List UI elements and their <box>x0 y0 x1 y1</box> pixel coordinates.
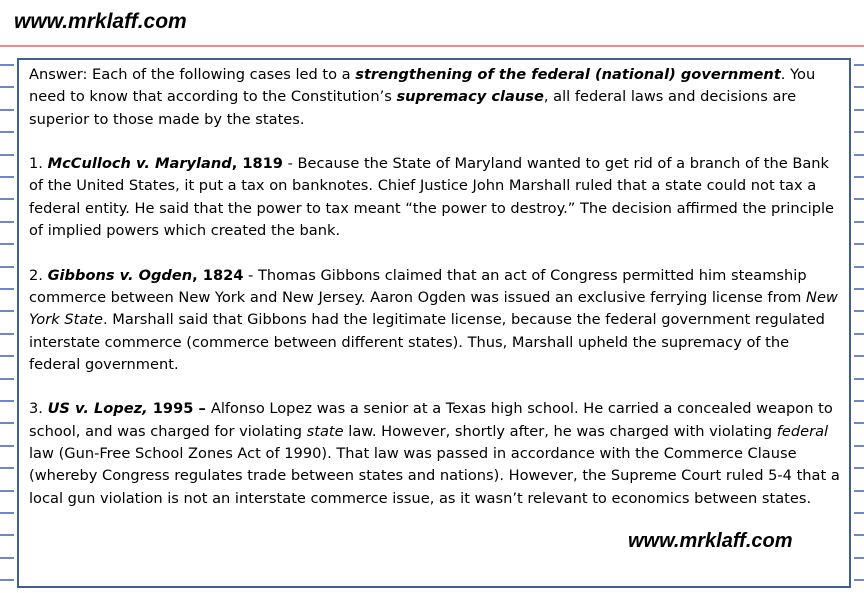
margin-tick <box>854 266 864 268</box>
margin-tick <box>0 310 14 312</box>
case-3-italic-state: state <box>306 422 344 440</box>
intro-mid: . You need to know that according to the Constitution’s <box>29 66 816 106</box>
right-notebook-margin <box>852 0 864 593</box>
case-3-number: 3. <box>29 400 48 418</box>
margin-tick <box>0 534 14 536</box>
case-3-year: 1995 <box>147 400 194 418</box>
margin-tick <box>0 266 14 268</box>
case-3-paragraph <box>29 398 841 509</box>
margin-tick <box>854 400 864 402</box>
margin-tick <box>0 154 14 156</box>
margin-tick <box>854 86 864 88</box>
case-1-year: , 1819 <box>231 155 283 173</box>
margin-tick <box>854 109 864 111</box>
margin-tick <box>0 288 14 290</box>
site-logo-top: www.mrklaff.com <box>14 10 187 33</box>
margin-tick <box>854 579 864 581</box>
case-1-paragraph <box>29 153 841 242</box>
margin-tick <box>854 243 864 245</box>
margin-tick <box>0 422 14 424</box>
header-divider <box>0 45 864 47</box>
margin-tick <box>854 467 864 469</box>
margin-tick <box>0 467 14 469</box>
case-3-text-b: law. However, shortly after, he was charged with violating <box>343 422 777 440</box>
margin-tick <box>854 176 864 178</box>
case-1-number: 1. <box>29 155 48 173</box>
margin-tick <box>854 445 864 447</box>
answer-panel <box>17 58 851 588</box>
margin-tick <box>0 109 14 111</box>
case-2-separator: - <box>243 266 258 284</box>
intro-emphasis-federal: strengthening of the federal (national) government <box>355 66 781 83</box>
margin-tick <box>0 512 14 514</box>
margin-tick <box>854 221 864 223</box>
margin-tick <box>854 198 864 200</box>
margin-tick <box>854 154 864 156</box>
margin-tick <box>0 198 14 200</box>
margin-tick <box>854 378 864 380</box>
left-notebook-margin <box>0 0 16 593</box>
margin-tick <box>0 333 14 335</box>
margin-tick <box>0 86 14 88</box>
case-2-number: 2. <box>29 266 48 284</box>
margin-tick <box>0 243 14 245</box>
margin-tick <box>0 445 14 447</box>
case-2-paragraph <box>29 265 841 376</box>
margin-tick <box>0 490 14 492</box>
margin-tick <box>0 176 14 178</box>
margin-tick <box>854 534 864 536</box>
intro-tail: , all federal laws and decisions are superior to those made by the states. <box>29 88 797 128</box>
case-2-text-a: Thomas Gibbons claimed that an act of Congress permitted him steamship commerce between New York and New Jersey. Aaron Ogden was issued an exclusive ferrying license from <box>29 266 807 306</box>
case-2-name: Gibbons v. Ogden <box>47 266 193 284</box>
case-3-text-a: Alfonso Lopez was a senior at a Texas high school. He carried a concealed weapon to school, and was charged for violating <box>29 400 833 440</box>
case-3-text-c: law (Gun-Free School Zones Act of 1990). That law was passed in accordance with the Commerce Clause (whereby Congress regulates trade between states and nations). However, the Supreme Court ruled 5-4 that a local gun violation is not an interstate commerce issue, as it wasn’t relevant to economics between states. <box>29 445 840 507</box>
case-3-separator: – <box>193 400 211 418</box>
margin-tick <box>854 355 864 357</box>
margin-tick <box>854 557 864 559</box>
margin-tick <box>854 64 864 66</box>
intro-emphasis-supremacy: supremacy clause <box>396 88 544 106</box>
case-1-text: Because the State of Maryland wanted to get rid of a branch of the Bank of the United States, it put a tax on banknotes. Chief Justice John Marshall ruled that a state could not tax a federal entity. He said that the power to tax meant “the power to destroy.” The decision affirmed the principle of implied powers which created the bank. <box>29 155 834 240</box>
margin-tick <box>854 310 864 312</box>
margin-tick <box>854 131 864 133</box>
margin-tick <box>854 490 864 492</box>
margin-tick <box>854 512 864 514</box>
margin-tick <box>0 378 14 380</box>
margin-tick <box>0 221 14 223</box>
margin-tick <box>0 400 14 402</box>
margin-tick <box>854 422 864 424</box>
margin-tick <box>0 557 14 559</box>
margin-tick <box>0 131 14 133</box>
case-1-name: McCulloch v. Maryland <box>47 155 232 173</box>
margin-tick <box>0 355 14 357</box>
intro-paragraph <box>29 64 841 131</box>
margin-tick <box>0 579 14 581</box>
case-1-separator: - <box>282 155 298 173</box>
margin-tick <box>854 333 864 335</box>
case-3-italic-federal: federal <box>776 422 829 440</box>
margin-tick <box>0 64 14 66</box>
answer-text <box>29 64 841 510</box>
margin-tick <box>854 288 864 290</box>
case-2-year: , 1824 <box>192 266 244 284</box>
intro-lead: Answer: Each of the following cases led to a <box>29 66 356 83</box>
site-logo-bottom: www.mrklaff.com <box>628 530 793 552</box>
case-3-name: US v. Lopez, <box>47 400 148 418</box>
case-2-text-b: . Marshall said that Gibbons had the legitimate license, because the federal government regulated interstate commerce (commerce between different states). Thus, Marshall upheld the supremacy of the federal government. <box>29 311 825 373</box>
case-2-italic: New York State <box>29 288 838 329</box>
